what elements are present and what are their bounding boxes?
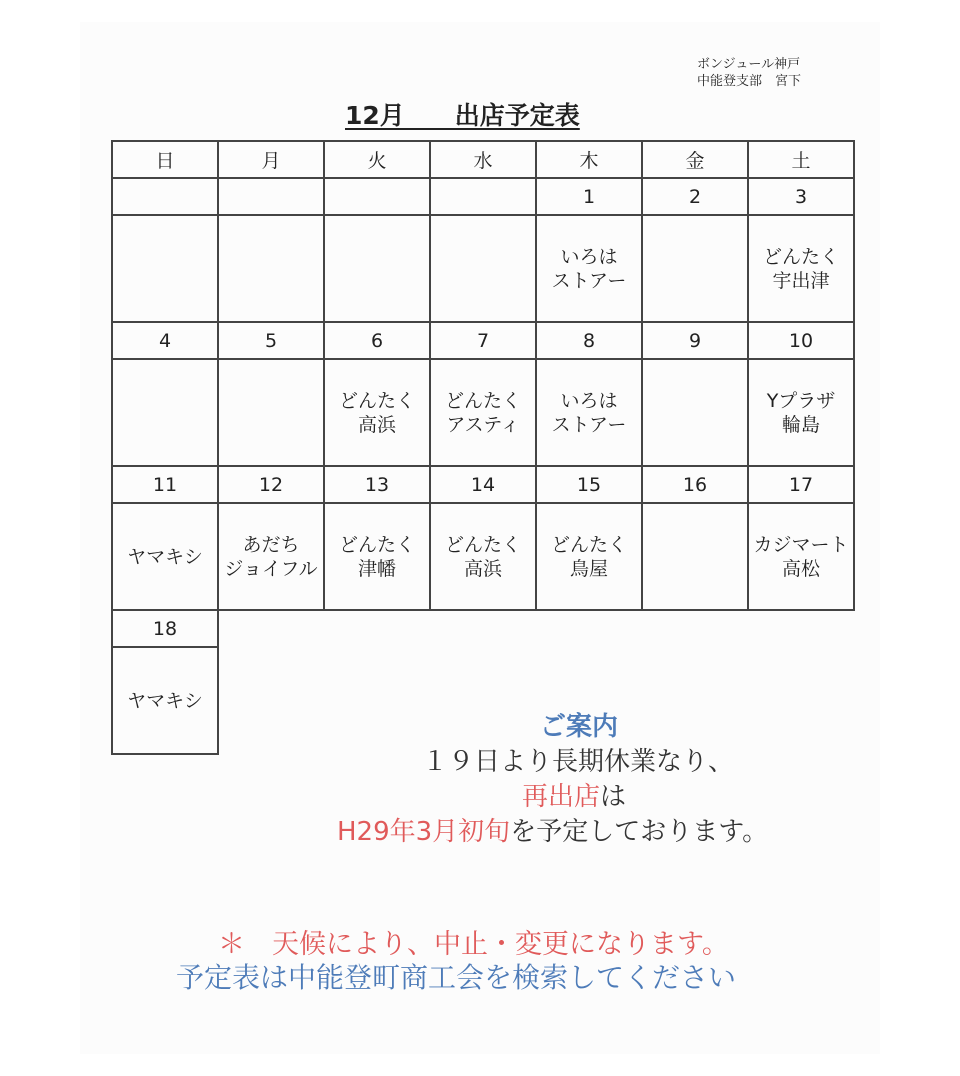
- event-location: 高浜: [357, 413, 396, 436]
- event-name: どんたく: [338, 533, 415, 556]
- notice-date-highlight: H29年3月初旬: [337, 817, 511, 847]
- event-name: ヤマキシ: [127, 545, 203, 568]
- notice-reopen-highlight: 再出店: [522, 782, 601, 812]
- event-location: 津幡: [357, 557, 396, 580]
- event-cell: [748, 359, 854, 466]
- event-cell: [112, 503, 218, 610]
- event-location: 高松: [781, 557, 820, 580]
- day-number: [430, 178, 536, 215]
- event-name: ヤマキシ: [127, 689, 203, 712]
- day-number: 9: [642, 322, 748, 359]
- day-number: 16: [642, 466, 748, 503]
- blank-cell: [218, 647, 324, 754]
- event-cell: [536, 503, 642, 610]
- event-cell: [642, 359, 748, 466]
- day-number: 1: [536, 178, 642, 215]
- author-line-branch: 中能登支部 宮下: [697, 74, 802, 89]
- day-number: [324, 178, 430, 215]
- day-number: 17: [748, 466, 854, 503]
- event-name: いろは: [560, 389, 618, 412]
- event-name: カジマート: [753, 533, 849, 556]
- event-location: 輪島: [781, 413, 820, 436]
- notice-reopen-rest: は: [600, 782, 627, 812]
- day-number: 12: [218, 466, 324, 503]
- notice-date-rest: を予定しております。: [510, 817, 769, 847]
- page-title: 12月 出店予定表: [345, 101, 580, 130]
- event-location: ストアー: [551, 269, 627, 292]
- day-number: 2: [642, 178, 748, 215]
- event-cell: [536, 215, 642, 322]
- event-cell: [112, 647, 218, 754]
- day-number: 10: [748, 322, 854, 359]
- event-cell: [748, 503, 854, 610]
- day-number: 4: [112, 322, 218, 359]
- blank-cell: [430, 610, 536, 647]
- notice-line-reopen: [522, 776, 626, 813]
- week-4-date-row: [112, 610, 854, 647]
- weekday-saturday: 土: [748, 141, 854, 178]
- weekday-thursday: 木: [536, 141, 642, 178]
- event-cell: [324, 503, 430, 610]
- weekday-sunday: 日: [112, 141, 218, 178]
- blank-cell: [324, 610, 430, 647]
- footer-weather-note: ＊ 天候により、中止・変更になります。: [218, 929, 729, 960]
- event-cell: [218, 503, 324, 610]
- event-name: Yプラザ: [766, 389, 836, 412]
- event-cell: [430, 215, 536, 322]
- event-cell: [642, 503, 748, 610]
- event-cell: [324, 359, 430, 466]
- blank-cell: [642, 647, 748, 754]
- notice-line-closure: １９日より長期休業なり、: [422, 747, 735, 777]
- blank-cell: [430, 647, 536, 754]
- day-number: 18: [112, 610, 218, 647]
- week-1-event-row: [112, 215, 854, 322]
- weekday-wednesday: 水: [430, 141, 536, 178]
- day-number: [112, 178, 218, 215]
- day-number: 11: [112, 466, 218, 503]
- day-number: 3: [748, 178, 854, 215]
- event-name: あだち: [242, 533, 300, 556]
- event-location: ジョイフル: [224, 557, 318, 580]
- weekday-monday: 月: [218, 141, 324, 178]
- weekday-friday: 金: [642, 141, 748, 178]
- blank-cell: [748, 647, 854, 754]
- event-cell: [218, 359, 324, 466]
- event-location: 鳥屋: [569, 557, 608, 580]
- calendar-table: [111, 140, 855, 755]
- footer-search-note: 予定表は中能登町商工会を検索してください: [176, 961, 737, 994]
- event-name: どんたく: [444, 533, 521, 556]
- week-3-date-row: [112, 466, 854, 503]
- blank-cell: [536, 610, 642, 647]
- event-location: 宇出津: [772, 269, 830, 292]
- event-name: どんたく: [762, 245, 839, 268]
- event-cell: [430, 359, 536, 466]
- weekday-tuesday: 火: [324, 141, 430, 178]
- notice-heading: ご案内: [540, 712, 619, 742]
- event-cell: [218, 215, 324, 322]
- event-cell: [112, 359, 218, 466]
- event-cell: [430, 503, 536, 610]
- week-4-event-row: [112, 647, 854, 754]
- blank-cell: [748, 610, 854, 647]
- day-number: 8: [536, 322, 642, 359]
- blank-cell: [642, 610, 748, 647]
- event-location: ストアー: [551, 413, 627, 436]
- author-line-org: ボンジュール神戸: [697, 57, 801, 72]
- day-number: 15: [536, 466, 642, 503]
- event-location: 高浜: [463, 557, 502, 580]
- day-number: 6: [324, 322, 430, 359]
- event-cell: [748, 215, 854, 322]
- week-1-date-row: [112, 178, 854, 215]
- event-name: どんたく: [338, 389, 415, 412]
- weekday-header-row: [112, 141, 854, 178]
- author-block: [697, 56, 801, 90]
- week-2-event-row: [112, 359, 854, 466]
- day-number: 13: [324, 466, 430, 503]
- event-name: どんたく: [550, 533, 627, 556]
- event-cell: [112, 215, 218, 322]
- day-number: [218, 178, 324, 215]
- day-number: 14: [430, 466, 536, 503]
- event-location: アスティ: [446, 413, 520, 436]
- day-number: 5: [218, 322, 324, 359]
- blank-cell: [324, 647, 430, 754]
- week-2-date-row: [112, 322, 854, 359]
- event-cell: [642, 215, 748, 322]
- week-3-event-row: [112, 503, 854, 610]
- notice-line-date: [337, 811, 768, 848]
- event-cell: [324, 215, 430, 322]
- blank-cell: [218, 610, 324, 647]
- event-name: どんたく: [444, 389, 521, 412]
- event-name: いろは: [560, 245, 618, 268]
- day-number: 7: [430, 322, 536, 359]
- event-cell: [536, 359, 642, 466]
